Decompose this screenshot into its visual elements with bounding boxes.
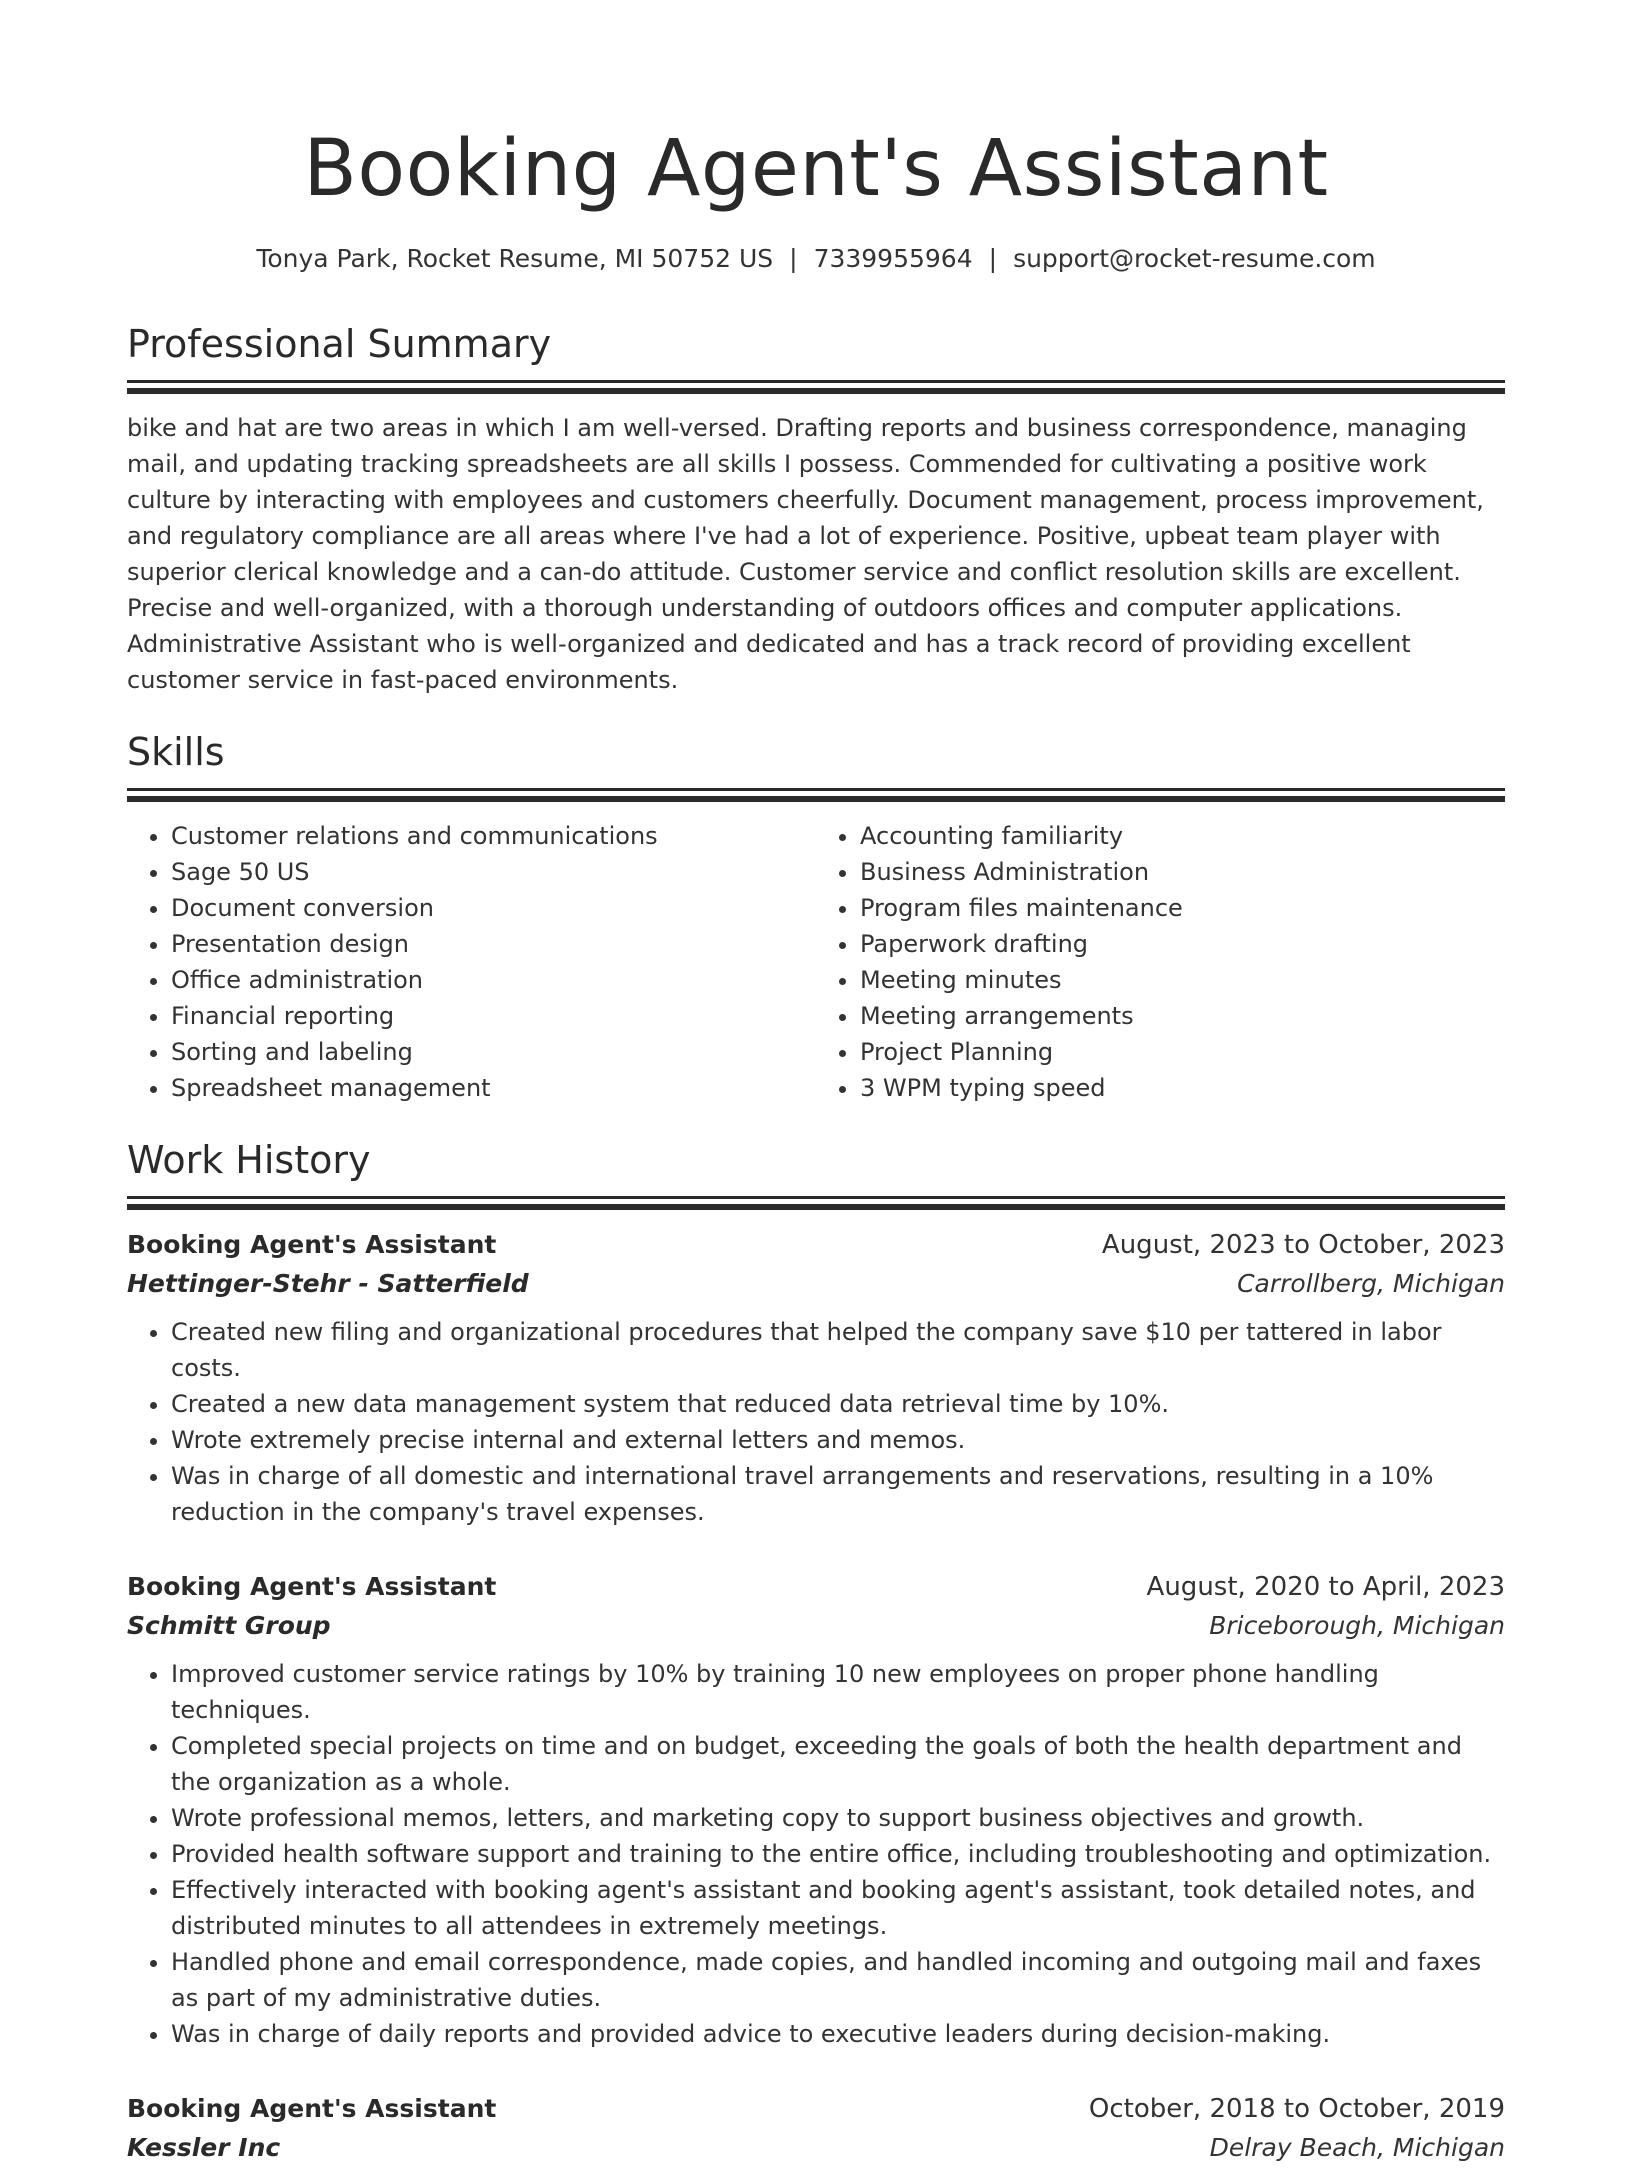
work-history-heading: Work History (127, 1138, 371, 1182)
job-header-row (127, 1568, 1505, 1606)
job-company: Hettinger-Stehr - Satterfield (127, 1269, 529, 1298)
skill-item: • Customer relations and communications (171, 818, 816, 854)
skills-column-left (127, 818, 816, 1106)
job-entry (127, 1226, 1505, 1530)
contact-phone: 7339955964 (813, 244, 973, 273)
skill-item: • Program files maintenance (860, 890, 1505, 926)
skill-item: • Meeting minutes (860, 962, 1505, 998)
skill-item: • Project Planning (860, 1034, 1505, 1070)
skill-item: • Business Administration (860, 854, 1505, 890)
section-divider (127, 796, 1505, 802)
job-bullet: • Wrote extremely precise internal and external letters and memos. (171, 1422, 1505, 1458)
job-header-row (127, 1226, 1505, 1264)
skill-item: • 3 WPM typing speed (860, 1070, 1505, 1106)
job-bullet: • Wrote professional memos, letters, and marketing copy to support business objectives and growth. (171, 1800, 1505, 1836)
job-title: Booking Agent's Assistant (127, 1572, 497, 1601)
job-dates: August, 2023 to October, 2023 (1101, 1230, 1505, 1260)
job-company-row (127, 2128, 1505, 2168)
skills-heading: Skills (127, 730, 225, 774)
contact-line (127, 242, 1505, 276)
skills-grid (127, 818, 1505, 1106)
summary-text: bike and hat are two areas in which I am well-versed. Drafting reports and business correspondence, managing mail, and updating tracking spreadsheets are all skills I possess. Commended for cultivating a positive work culture by interacting with employees and customers cheerfully. Document management, process improvement, and regulatory compliance are all areas where I've had a lot of experience. Positive, upbeat team player with superior clerical knowledge and a can-do attitude. Customer service and conflict resolution skills are excellent. Precise and well-organized, with a thorough understanding of outdoors offices and computer applications. Administrative Assistant who is well-organized and dedicated and has a track record of providing excellent customer service in fast-paced environments. (127, 414, 1484, 694)
skill-item: • Sorting and labeling (171, 1034, 816, 1070)
skill-item: • Presentation design (171, 926, 816, 962)
skills-section (127, 728, 1505, 1106)
section-divider (127, 1196, 1505, 1199)
contact-separator: | (988, 244, 998, 273)
section-divider (127, 1204, 1505, 1210)
job-bullet: • Provided health software support and training to the entire office, including troubleshooting and optimization. (171, 1836, 1505, 1872)
job-company-row (127, 1264, 1505, 1304)
job-bullet: • Created a new data management system that reduced data retrieval time by 10%. (171, 1386, 1505, 1422)
job-bullet: • Completed special projects on time and on budget, exceeding the goals of both the health department and the organization as a whole. (171, 1728, 1505, 1800)
job-title: Booking Agent's Assistant (127, 1230, 497, 1259)
job-bullet: • Improved customer service ratings by 10% by training 10 new employees on proper phone handling techniques. (171, 1656, 1505, 1728)
job-bullet-list (127, 1314, 1505, 1530)
section-divider (127, 388, 1505, 394)
job-bullet: • Effectively interacted with booking agent's assistant and booking agent's assistant, took detailed notes, and distributed minutes to all attendees in extremely meetings. (171, 1872, 1505, 1944)
skill-item: • Meeting arrangements (860, 998, 1505, 1034)
skills-column-right (816, 818, 1505, 1106)
skill-item: • Document conversion (171, 890, 816, 926)
skill-item: • Financial reporting (171, 998, 816, 1034)
skill-item: • Office administration (171, 962, 816, 998)
job-bullet: • Handled phone and email correspondence, made copies, and handled incoming and outgoing mail and faxes as part of my administrative duties. (171, 1944, 1505, 2016)
job-entry (127, 1568, 1505, 2052)
job-company-row (127, 1606, 1505, 1646)
summary-heading: Professional Summary (127, 322, 552, 366)
job-location: Briceborough, Michigan (1209, 1611, 1505, 1640)
section-divider (127, 788, 1505, 791)
job-company: Kessler Inc (127, 2133, 281, 2162)
job-bullet-list (127, 1656, 1505, 2052)
job-entry (127, 2090, 1505, 2168)
job-location: Carrollberg, Michigan (1237, 1269, 1505, 1298)
job-bullet: • Was in charge of all domestic and international travel arrangements and reservations, resulting in a 10% reduction in the company's travel expenses. (171, 1458, 1505, 1530)
skill-item: • Accounting familiarity (860, 818, 1505, 854)
summary-section (127, 320, 1505, 698)
job-dates: October, 2018 to October, 2019 (1088, 2094, 1505, 2124)
contact-name-address: Tonya Park, Rocket Resume, MI 50752 US (256, 244, 774, 273)
contact-email: support@rocket-resume.com (1013, 244, 1376, 273)
skill-item: • Sage 50 US (171, 854, 816, 890)
skill-item: • Spreadsheet management (171, 1070, 816, 1106)
skill-item: • Paperwork drafting (860, 926, 1505, 962)
job-company: Schmitt Group (127, 1611, 331, 1640)
job-header-row (127, 2090, 1505, 2128)
job-bullet: • Was in charge of daily reports and provided advice to executive leaders during decision-making. (171, 2016, 1505, 2052)
section-divider (127, 380, 1505, 383)
job-bullet: • Created new filing and organizational procedures that helped the company save $10 per tattered in labor costs. (171, 1314, 1505, 1386)
work-history-section (127, 1136, 1505, 2168)
job-title: Booking Agent's Assistant (127, 2094, 497, 2123)
contact-separator: | (789, 244, 798, 273)
job-dates: August, 2020 to April, 2023 (1146, 1572, 1505, 1602)
job-location: Delray Beach, Michigan (1209, 2133, 1505, 2162)
resume-title: Booking Agent's Assistant (303, 124, 1329, 214)
